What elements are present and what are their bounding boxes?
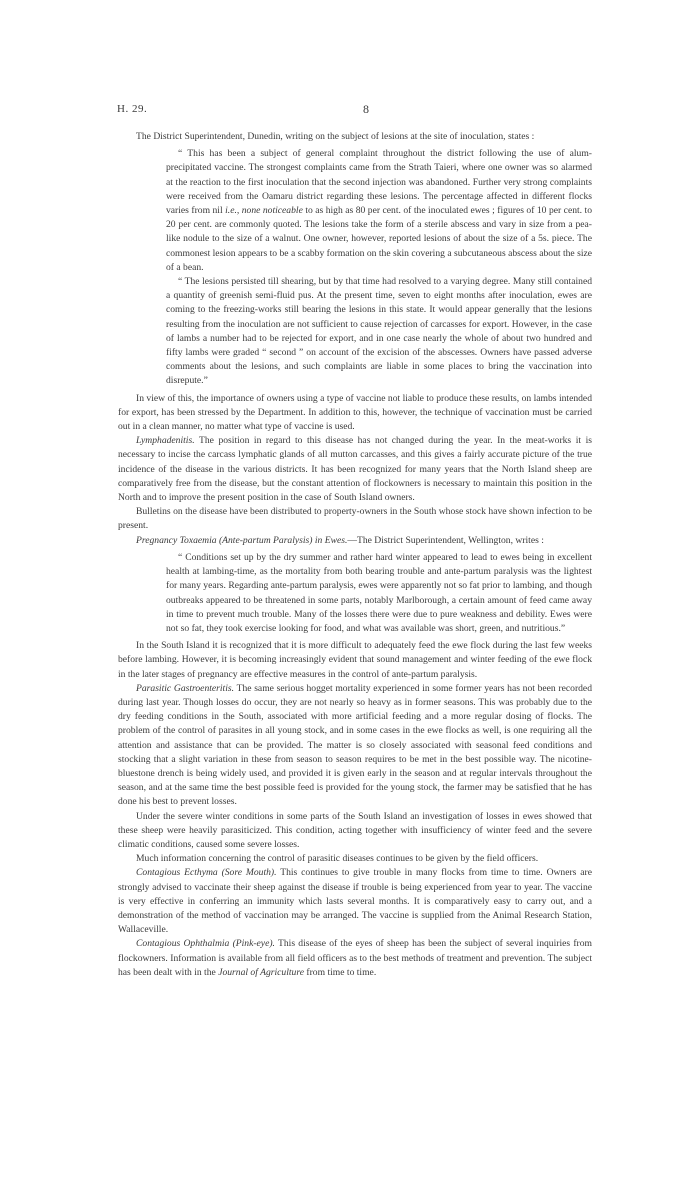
page-header: [117, 102, 587, 118]
paragraph-vaccine-type: In view of this, the importance of owners using a type of vaccine not liable to produce these results, on lambs intended for export, has been stressed by the Department. In addition to this, however, the technique of vaccination must be carried out in a clean manner, no matter what type of vaccine is used.: [118, 392, 592, 433]
quote-text-1b: to as high as 80 per cent. of the inoculated ewes ; figures of 10 per cent. to 20 per cent. are commonly quoted. The lesions take the form of a sterile abscess and vary in size from a pea-like nodule to the size of a walnut. One owner, however, reported lesions of about the size of a 5s. piece. The commonest lesion appears to be a scabby formation on the skin covering a subcutaneous abscess about the size of a bean.: [166, 205, 593, 273]
heading-pregnancy-toxaemia: Pregnancy Toxaemia (Ante-partum Paralysis) in Ewes.: [136, 534, 348, 546]
quote-wellington: [166, 551, 592, 636]
parasitic-gastroenteritis-text: The same serious hogget mortality experienced in some former years has not been recorded during last year. Though losses do occur, they are not nearly so heavy as in former seasons. This was probably due to the dry feeding conditions in the South, associated with more artificial feeding and a more regular dosing of flocks. The problem of the control of parasites in all young stock, and in some cases in the ewe flocks as well, is one requiring all the attention and assistance that can be provided. The matter is so closely associated with seasonal feed conditions and stocking that a slight variation in these from season to season requires to be met in the best possible way. The nicotine-bluestone drench is being widely used, and provided it is given early in the season and at regular intervals throughout the season, and at the same time the best possible feed is provided for the young stock, the farmer may be satisfied that he has done his best to prevent losses.: [118, 682, 592, 808]
paragraph-bulletins: Bulletins on the disease have been distributed to property-owners in the South whose stock have shown infection to be present.: [118, 506, 592, 532]
quote-paragraph-2: “ The lesions persisted till shearing, but by that time had resolved to a varying degree. Many still contained a quantity of greenish semi-fluid pus. At the present time, seven to eight months after inoculation, ewes are coming to the freezing-works still bearing the lesions in this state. It would appear generally that the lesions resulting from the inoculation are not sufficient to cause rejection of carcasses for export. However, in the case of lambs a number had to be rejected for export, and in one case nearly the whole of about two hundred and fifty lambs were graded “ second ” on account of the excision of the abscesses. Owners have passed adverse comments about the lesions, and such complaints are liable in some places to bring the vaccination into disrepute.”: [166, 276, 592, 387]
paragraph-sore-mouth: [118, 866, 592, 937]
quote-paragraph-1: [166, 147, 592, 275]
paragraph-intro-dunedin: The District Superintendent, Dunedin, writing on the subject of lesions at the site of inoculation, states :: [136, 131, 535, 142]
quote-emphasis: i.e., none noticeable: [225, 205, 303, 217]
paragraph-pregnancy-toxaemia: [118, 534, 592, 548]
paragraph-field-officers: Much information concerning the control of parasitic diseases continues to be given by the field officers.: [136, 853, 539, 865]
heading-sore-mouth: Contagious Ecthyma (Sore Mouth).: [136, 867, 277, 879]
heading-lymphadenitis: Lymphadenitis.: [136, 435, 195, 447]
journal-title: Journal of Agriculture: [218, 966, 304, 978]
pink-eye-text-end: from time to time.: [306, 966, 377, 978]
report-reference: H. 29.: [117, 103, 148, 115]
quote-dunedin: [166, 147, 592, 388]
paragraph-lymphadenitis: [118, 434, 592, 505]
heading-parasitic-gastroenteritis: Parasitic Gastroenteritis.: [136, 682, 235, 694]
pink-eye-text: This disease of the eyes of sheep has been the subject of several inquiries from flockowners. Information is available from all field officers as to the best methods of treatment and prevention. The subject has been dealt with in the: [118, 938, 592, 978]
document-body: [118, 130, 592, 980]
sore-mouth-text: This continues to give trouble in many flocks from time to time. Owners are strongly advised to vaccinate their sheep against the disease if trouble is being experienced from year to year. The vaccine is very effective in conferring an immunity which lasts several months. It is comparatively easy to carry out, and a demonstration of the method of vaccination may be arranged. The vaccine is supplied from the Animal Research Station, Wallaceville.: [118, 867, 593, 936]
heading-pink-eye: Contagious Ophthalmia (Pink-eye).: [136, 938, 275, 950]
paragraph-pink-eye: [118, 937, 592, 980]
lymphadenitis-text: The position in regard to this disease has not changed during the year. In the meat-works it is necessary to incise the carcass lymphatic glands of all mutton carcasses, and this gives a fairly accurate picture of the true incidence of the disease in the various districts. It has been recognized for many years that the North Island sheep are comparatively free from the disease, but the constant attention of flockowners is necessary to maintain this position in the North and to improve the present position in the case of South Island owners.: [118, 435, 592, 504]
paragraph-south-island-feeding: In the South Island it is recognized that it is more difficult to adequately feed the ewe flock during the last few weeks before lambing. However, it is becoming increasingly evident that sound management and winter feeding of the ewe flock in the later stages of pregnancy are effective measures in the control of ante-partum paralysis.: [118, 640, 592, 680]
quote-paragraph-3: “ Conditions set up by the dry summer and rather hard winter appeared to lead to ewes being in excellent health at lambing-time, as the mortality from both bearing trouble and ante-partum paralysis was the lightest for many years. Regarding ante-partum paralysis, ewes were apparently not so fat prior to lambing, and though outbreaks appeared to be threatened in some parts, notably Marlborough, a certain amount of feed came away in time to prevent much trouble. Many of the losses there were due to pure weakness and debility. Ewes were not so fat, they took exercise looking for food, and what was available was short, green, and nutritious.”: [166, 551, 592, 634]
paragraph-parasitic-gastroenteritis: [118, 682, 592, 810]
quote-text-1a: “ This has been a subject of general complaint throughout the district following the use of alum-precipitated vaccine. The strongest complaints came from the Strath Taieri, where one owner was so alarmed at the reaction to the first inoculation that the second injection was abandoned. Further very strong complaints were received from the Oamaru district regarding these lesions. The percentage affected in different flocks varies from nil: [166, 148, 592, 217]
page-number: 8: [363, 102, 369, 116]
pregnancy-toxaemia-text: —The District Superintendent, Wellington, writes :: [347, 534, 544, 546]
paragraph-winter-losses: Under the severe winter conditions in some parts of the South Island an investigation of losses in ewes showed that these sheep were heavily parasiticized. This condition, acting together with insufficiency of winter feed and the severe climatic conditions, caused some severe losses.: [118, 810, 592, 850]
